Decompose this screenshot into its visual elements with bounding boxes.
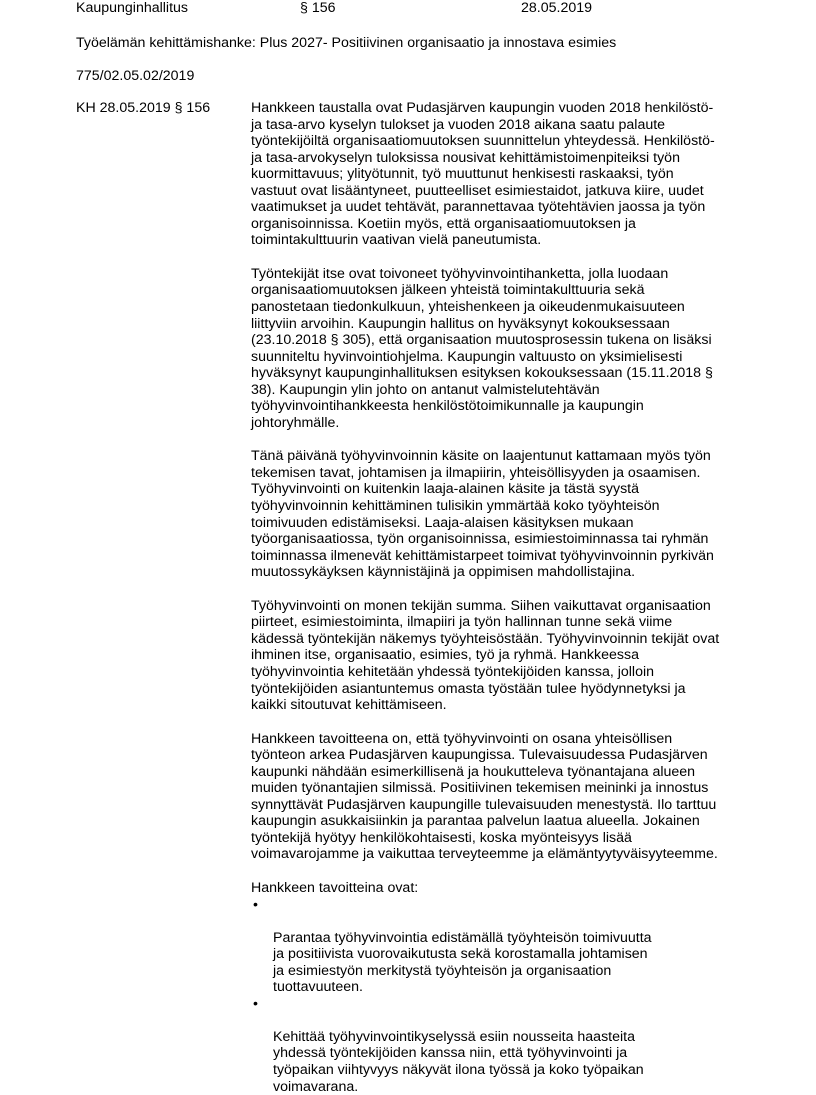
header-section-number: § 156: [300, 0, 336, 16]
header-date: 28.05.2019: [521, 0, 593, 16]
paragraph-employee-wishes: Työntekijät itse ovat toivoneet työhyvinvointihanketta, jolla luodaan organisaatiomuutoksen jälkeen yhteistä toimintakulttuuria sekä panostetaan tiedonkulkuun, yhteishenkeen ja oikeudenmukaisuuteen liittyviin arvoihin. Kaupungin hallitus on hyväksynyt kokouksessaan (23.10.2018 § 305), että organisaation muutosprosessin tukena on lisäksi suunniteltu hyvinvointiohjelma. Kaupungin valtuusto on yksimielisesti hyväksynyt kaupunginhallituksen esityksen kokouksessaan (15.11.2018 § 38). Kaupungin ylin johto on antanut valmistelutehtävän työhyvinvointihankkeesta henkilöstötoimikunnalle ja kaupungin johtoryhmälle.: [251, 265, 713, 431]
minutes-body: [251, 100, 791, 1095]
paragraph-wellbeing-concept: Tänä päivänä työhyvinvoinnin käsite on laajentunut kattamaan myös työn tekemisen tavat, johtamisen ja ilmapiirin, yhteisöllisyyden ja osaamisen. Työhyvinvointi on kuitenkin laaja-alainen käsite ja tästä syystä työhyvinvoinnin kehittäminen tulisikin ymmärtää koko työyhteisön toimivuuden edistämiseksi. Laaja-alaisen käsityksen mukaan työorganisaatiossa, työn organisoinnissa, esimiestoiminnassa tai ryhmän toiminnassa ilmenevät kehittämistarpeet toimivat työhyvinvoinnin pyrkivän muutossykäyksen käynnistäjinä ja oppimisen mahdollistajina.: [251, 448, 714, 581]
paragraph-wellbeing-factors: Työhyvinvointi on monen tekijän summa. Siihen vaikuttavat organisaation piirteet, esimiestoiminta, ilmapiiri ja työn hallinnan tunne sekä viime kädessä työntekijän näkemys työyhteisöstään. Työhyvinvoinnin tekijät ovat ihminen itse, organisaatio, esimies, työ ja ryhmä. Hankkeessa työhyvinvointia kehitetään yhdessä työntekijöiden kanssa, jolloin työntekijöiden asiantuntemus omasta työstään tulee hyödynnetyksi ja kaikki sitoutuvat kehittämiseen.: [251, 597, 720, 714]
goals-heading: Hankkeen tavoitteina ovat:: [251, 879, 419, 896]
meeting-label: KH 28.05.2019 § 156: [76, 100, 211, 116]
paragraph-project-aim: Hankkeen tavoitteena on, että työhyvinvointi on osana yhteisöllisen työnteon arkea Pudasjärven kaupungissa. Tulevaisuudessa Pudasjärven kaupunki nähdään esimerkillisenä ja houkutteleva työnantajana alueen muiden työnantajien silmissä. Positiivinen tekemisen meininki ja innostus synnyttävät Pudasjärven kaupungille tulevaisuuden menestystä. Ilo tarttuu kaupungin asukkaisiinkin ja parantaa palvelun laatua alueella. Jokainen työntekijä hyötyy henkilökohtaisesti, koska myönteisyys lisää voimavarojamme ja vaikuttaa terveyteemme ja elämäntyytyväisyyteemme.: [251, 730, 718, 863]
list-item: [251, 897, 791, 996]
goals-list: [251, 897, 791, 1095]
header-body-name: Kaupunginhallitus: [76, 0, 189, 16]
diary-reference: 775/02.05.02/2019: [76, 68, 195, 84]
bullet-icon: •: [253, 896, 258, 913]
matter-title: Työelämän kehittämishanke: Plus 2027- Positiivinen organisaatio ja innostava esimies: [76, 35, 617, 51]
list-item: [251, 996, 791, 1095]
goal-text: Parantaa työhyvinvointia edistämällä työyhteisön toimivuutta ja positiivista vuorovaikutusta sekä korostamalla johtamisen ja esimiestyön merkitystä työyhteisön ja organisaation tuottavuuteen.: [273, 929, 652, 996]
bullet-icon: •: [253, 995, 258, 1012]
goal-text: Kehittää työhyvinvointikyselyssä esiin nousseita haasteita yhdessä työntekijöiden kanssa niin, että työhyvinvointi ja työpaikan viihtyvyys näkyvät ilona työssä ja koko työpaikan voimavarana.: [273, 1028, 644, 1095]
paragraph-background: Hankkeen taustalla ovat Pudasjärven kaupungin vuoden 2018 henkilöstö- ja tasa-arvo kyselyn tulokset ja vuoden 2018 aikana saatu palaute työntekijöiltä organisaatiomuutoksen suunnittelun yhteydessä. Henkilöstö- ja tasa-arvokyselyn tuloksissa nousivat kehittämistoimenpiteiksi työn kuormittavuus; ylityötunnit, työ muuttunut henkisesti raskaaksi, työn vastuut ovat lisääntyneet, puutteelliset esimiestaidot, jatkuva kiire, uudet vaatimukset ja uudet tehtävät, parannettavaa työtehtävien jaossa ja työn organisoinnissa. Koetiin myös, että organisaatiomuutoksen ja toimintakulttuurin vaativan vielä paneutumista.: [251, 100, 715, 249]
